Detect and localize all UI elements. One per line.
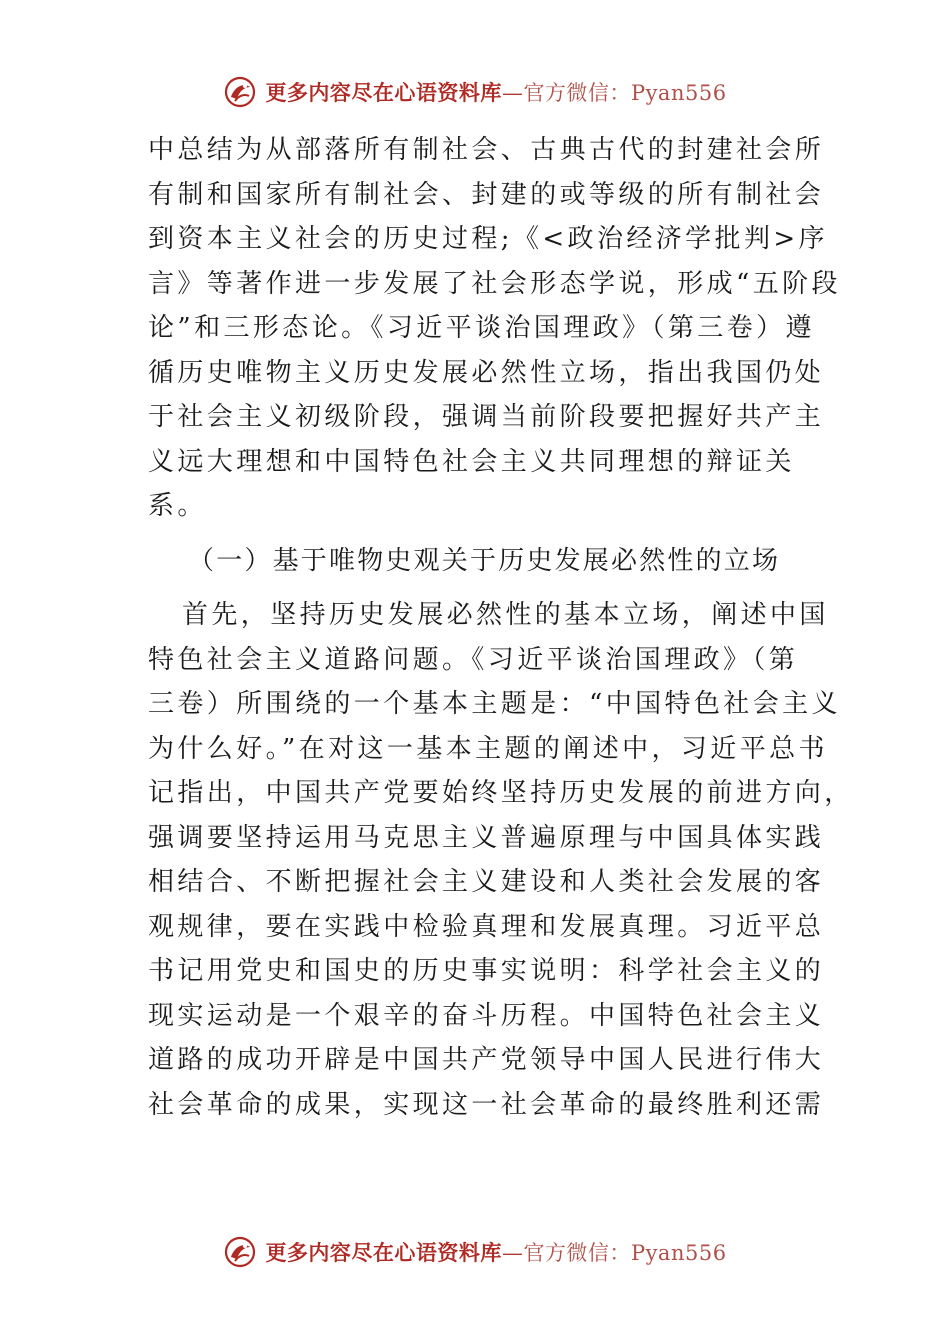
text-line: 有制和国家所有制社会、封建的或等级的所有制社会 xyxy=(148,179,825,210)
brand-logo-icon xyxy=(223,1235,257,1269)
text-line: 于社会主义初级阶段，强调当前阶段要把握好共产主 xyxy=(148,402,825,432)
text-line: 相结合、不断把握社会主义建设和人类社会发展的客 xyxy=(148,867,825,897)
text-line: 到资本主义社会的历史过程;《<政治经济学批判>序 xyxy=(148,224,828,254)
watermark-text xyxy=(265,77,726,107)
text-line: 社会革命的成果，实现这一社会革命的最终胜利还需 xyxy=(148,1089,825,1120)
text-line: 义远大理想和中国特色社会主义共同理想的辩证关 xyxy=(148,446,795,477)
watermark-wechat-id: Pyan556 xyxy=(630,1241,727,1265)
watermark-wechat-id: Pyan556 xyxy=(630,81,727,105)
text-line: 循历史唯物主义历史发展必然性立场，指出我国仍处 xyxy=(148,357,825,388)
section-heading: （一）基于唯物史观关于历史发展必然性的立场 xyxy=(188,545,781,576)
text-line: 特色社会主义道路问题。《习近平谈治国理政》（第 xyxy=(148,644,799,675)
watermark-wechat-label: 官方微信： xyxy=(523,1241,631,1265)
text-line: 三卷）所围绕的一个基本主题是：“中国特色社会主义 xyxy=(148,689,841,719)
watermark-dash: — xyxy=(501,1241,524,1265)
text-line: 现实运动是一个艰辛的奋斗历程。中国特色社会主义 xyxy=(148,1000,825,1031)
text-line: 系。 xyxy=(148,491,207,521)
text-line: 首先，坚持历史发展必然性的基本立场，阐述中国 xyxy=(182,600,829,630)
watermark-brand: 更多内容尽在心语资料库 xyxy=(265,1240,502,1265)
text-line: 道路的成功开辟是中国共产党领导中国人民进行伟大 xyxy=(148,1045,825,1075)
header-watermark xyxy=(0,72,950,112)
watermark-wechat-label: 官方微信： xyxy=(523,81,631,105)
paragraph-2 xyxy=(148,593,854,1127)
text-line: 记指出，中国共产党要始终坚持历史发展的前进方向， xyxy=(148,778,854,808)
document-body xyxy=(148,128,854,1127)
text-line: 强调要坚持运用马克思主义普遍原理与中国具体实践 xyxy=(148,822,825,853)
watermark-text xyxy=(265,1237,726,1267)
footer-watermark xyxy=(0,1232,950,1272)
text-line: 书记用党史和国史的历史事实说明：科学社会主义的 xyxy=(148,956,825,986)
paragraph-1 xyxy=(148,128,841,529)
text-line: 中总结为从部落所有制社会、古典古代的封建社会所 xyxy=(148,135,825,165)
text-line: 观规律，要在实践中检验真理和发展真理。习近平总 xyxy=(148,911,825,942)
text-line: 论”和三形态论。《习近平谈治国理政》（第三卷）遵 xyxy=(148,313,815,343)
text-line: 言》等著作进一步发展了社会形态学说，形成“五阶段 xyxy=(148,268,841,299)
watermark-dash: — xyxy=(501,81,524,105)
brand-logo-icon xyxy=(223,75,257,109)
text-line: 为什么好。”在对这一基本主题的阐述中，习近平总书 xyxy=(148,733,828,764)
watermark-brand: 更多内容尽在心语资料库 xyxy=(265,80,502,105)
